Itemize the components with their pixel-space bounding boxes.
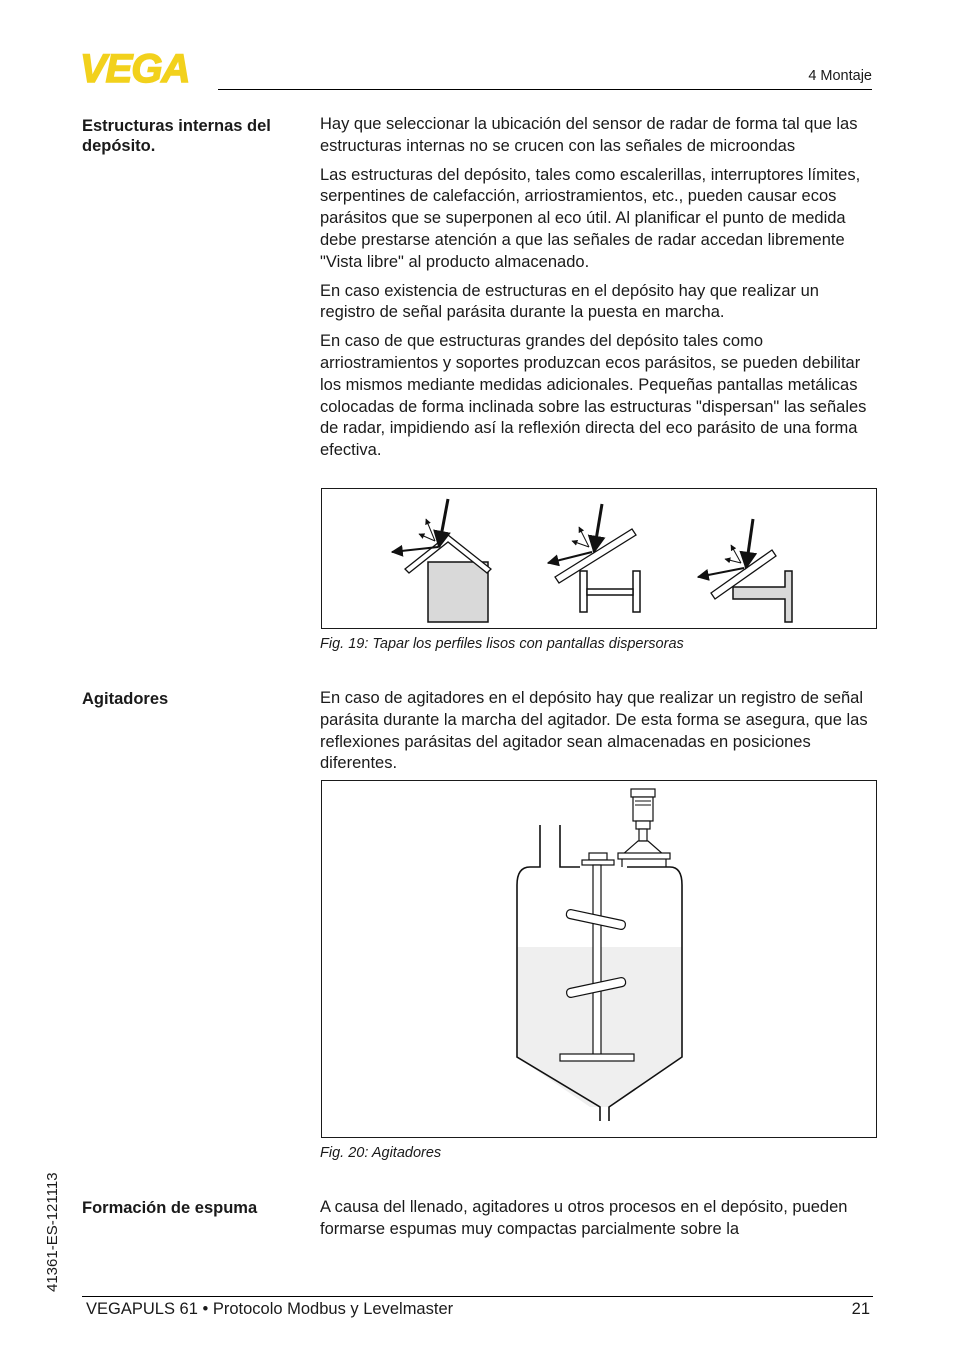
footer-title: VEGAPULS 61 • Protocolo Modbus y Levelmaster xyxy=(86,1300,454,1318)
paragraph: En caso de que estructuras grandes del depósito tales como arriostramientos y soportes produzcan ecos parásitos, se pueden debilitar los mismos mediante medidas adicionales. Pequeñas pantallas metálicas colocadas de forma inclinada sobre las estructuras "dispersan" las señales de radar, impidiendo así la reflexión directa del eco parásito de una forma efectiva. xyxy=(320,332,867,460)
paragraph: En caso de agitadores en el depósito hay que realizar un registro de señal parásita durante la marcha del agitador. De esta forma se asegura, que las reflexiones parásitas del agitador sean almacenadas en posiciones diferentes. xyxy=(320,689,868,773)
sensor-flange xyxy=(618,853,670,859)
figure-agitator xyxy=(321,780,877,1138)
profile-box-roof xyxy=(392,499,491,622)
foam-heading: Formación de espuma xyxy=(82,1199,258,1217)
figure-19-caption: Fig. 19: Tapar los perfiles lisos con pantallas dispersoras xyxy=(320,636,684,652)
agitator-tank-diagram xyxy=(322,781,876,1137)
agitator-shaft xyxy=(593,865,601,1060)
paragraph: Las estructuras del depósito, tales como escalerillas, interruptores límites, serpentines de calefacción, arriostramientos, etc., pueden causar ecos parásitos que se superponen al eco útil. Al planificar el punto de medida debe prestarse atención a que las señales de radar accedan libremente "Vista libre" al producto almacenado. xyxy=(320,165,861,271)
logo-wordmark: VEGA xyxy=(80,50,190,84)
agitators-heading: Agitadores xyxy=(82,690,169,708)
sensor-housing-cap xyxy=(631,789,655,797)
figure-20-caption: Fig. 20: Agitadores xyxy=(320,1145,442,1161)
document-id: 41361-ES-121113 xyxy=(44,1172,61,1292)
footer-rule xyxy=(82,1296,873,1297)
deflector-diagram xyxy=(322,489,876,628)
header-rule xyxy=(218,89,872,90)
chapter-title: 4 Montaje xyxy=(808,68,872,84)
vega-logo xyxy=(80,50,212,84)
paragraph: Hay que seleccionar la ubicación del sensor de radar de forma tal que las estructuras internas no se crucen con las señales de microondas xyxy=(320,115,858,155)
profile-h-beam xyxy=(548,504,640,612)
foam-body xyxy=(320,1197,876,1248)
paragraph: En caso existencia de estructuras en el depósito hay que realizar un registro de señal parásita durante la puesta en marcha. xyxy=(320,281,819,322)
figure-deflectors xyxy=(321,488,877,629)
paragraph: A causa del llenado, agitadores u otros procesos en el depósito, pueden formarse espumas muy compactas parcialmente sobre la xyxy=(320,1198,848,1238)
structures-heading: Estructuras internas del depósito. xyxy=(82,117,271,155)
blade-bottom xyxy=(560,1054,634,1061)
page-number: 21 xyxy=(851,1300,870,1318)
profile-t-beam xyxy=(698,519,792,622)
agitators-body xyxy=(320,688,876,782)
structures-body xyxy=(320,114,876,469)
